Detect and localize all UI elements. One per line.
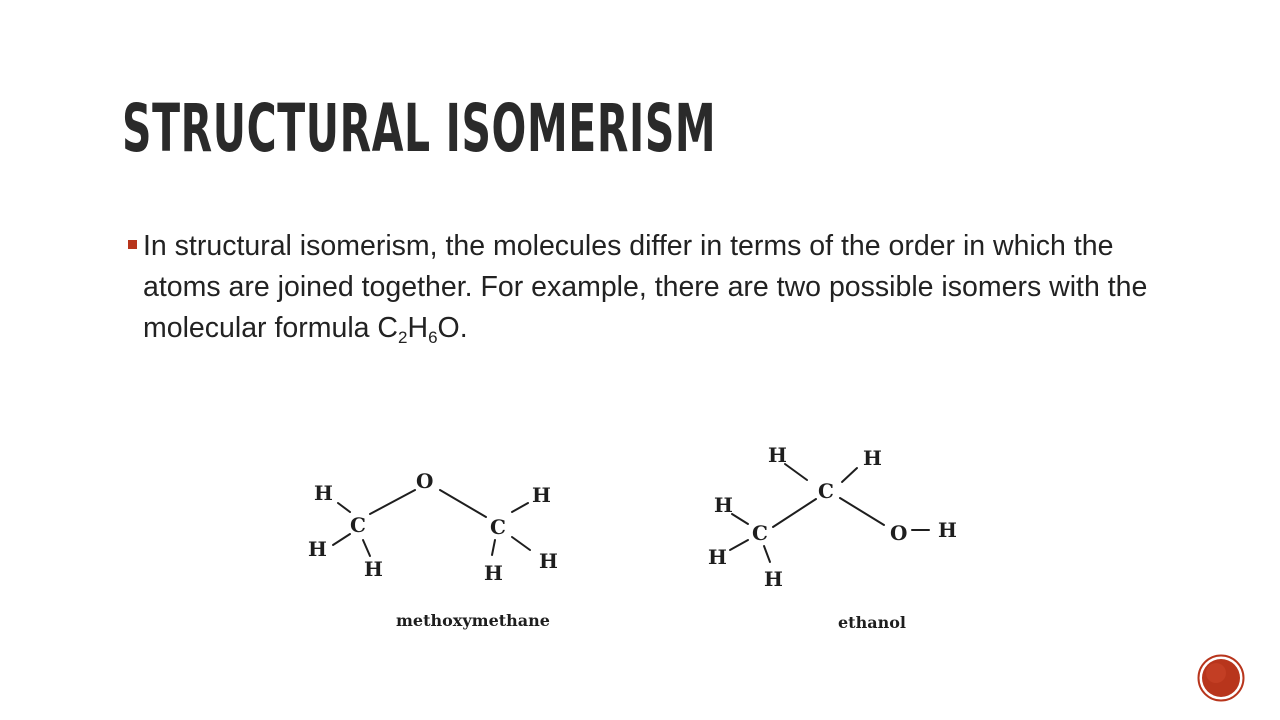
bullet-item	[128, 226, 1168, 349]
carbon-atom: C	[818, 479, 834, 503]
hydrogen-atom: H	[532, 483, 551, 507]
hydrogen-atom: H	[364, 557, 383, 581]
isomer-structure-diagram	[290, 430, 990, 660]
bond	[370, 490, 415, 514]
hydrogen-atom: H	[708, 545, 727, 569]
carbon-atom: C	[490, 515, 506, 539]
bond	[842, 468, 857, 482]
bond	[840, 498, 884, 525]
ethanol-structure	[708, 443, 957, 632]
bullet-text-main: In structural isomerism, the molecules differ in terms of the order in which the atoms are joined together. For example, there are two possible isomers with the molecular formula C	[143, 230, 1148, 344]
methoxymethane-structure	[308, 469, 558, 630]
hydrogen-atom: H	[863, 446, 882, 470]
bond	[338, 503, 350, 512]
formula-end: O.	[437, 312, 468, 344]
hydrogen-atom: H	[308, 537, 327, 561]
bond	[333, 534, 350, 545]
bond	[732, 514, 748, 524]
hydrogen-atom: H	[714, 493, 733, 517]
hydrogen-atom: H	[764, 567, 783, 591]
hydrogen-atom: H	[484, 561, 503, 585]
bond	[440, 490, 486, 517]
hydrogen-atom: H	[314, 481, 333, 505]
molecule-name-methoxymethane: methoxymethane	[396, 611, 550, 630]
bond	[764, 546, 770, 562]
bond	[512, 537, 530, 550]
formula-hydrogen: H	[407, 312, 429, 344]
bond	[363, 540, 370, 556]
hydrogen-atom: H	[938, 518, 957, 542]
carbon-atom: C	[752, 521, 768, 545]
bond	[730, 540, 748, 550]
bond	[785, 464, 807, 480]
oxygen-atom: O	[890, 521, 908, 545]
bullet-text	[143, 226, 1168, 349]
slide-title: STRUCTURAL ISOMERISM	[122, 90, 717, 167]
bond	[492, 540, 495, 555]
carbon-atom: C	[350, 513, 366, 537]
hydrogen-atom: H	[539, 549, 558, 573]
formula-subscript-hydrogen: 6	[428, 328, 438, 347]
oxygen-atom: O	[416, 469, 434, 493]
molecule-name-ethanol: ethanol	[838, 613, 906, 632]
bond	[773, 499, 816, 527]
hydrogen-atom: H	[768, 443, 787, 467]
bond	[512, 503, 528, 512]
square-bullet-icon	[128, 240, 137, 249]
circle-nav-icon[interactable]	[1197, 654, 1245, 702]
formula-subscript-carbon: 2	[398, 328, 408, 347]
